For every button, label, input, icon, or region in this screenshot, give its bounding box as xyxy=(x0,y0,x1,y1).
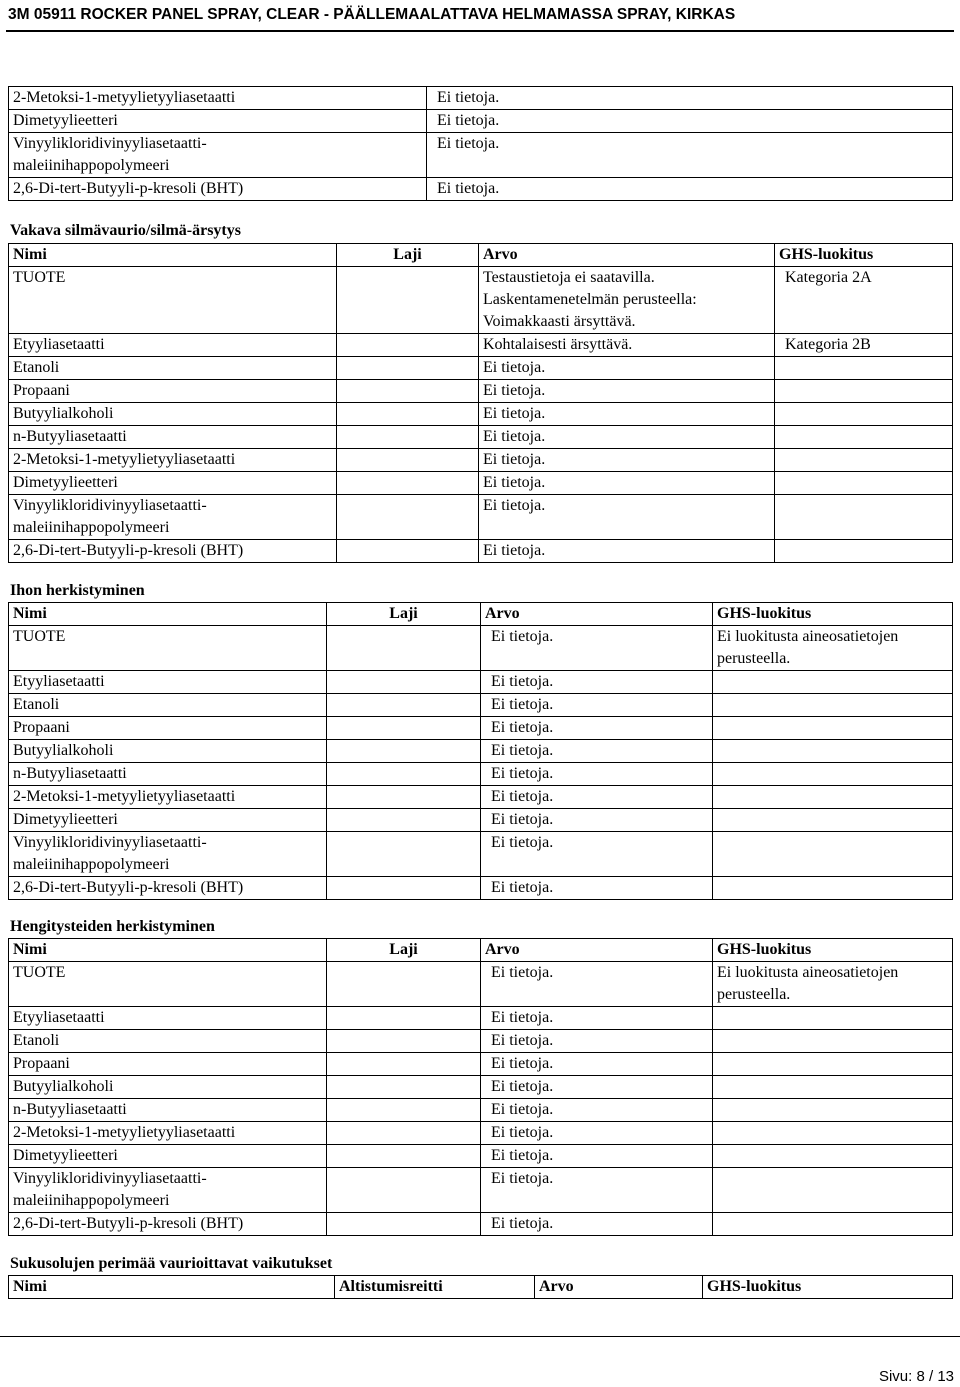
table-row xyxy=(9,740,953,763)
resp-table xyxy=(8,938,953,1236)
table-row xyxy=(9,334,953,357)
laji-cell xyxy=(327,1168,481,1213)
laji-cell xyxy=(327,1213,481,1236)
table-row xyxy=(9,110,953,133)
laji-cell xyxy=(327,671,481,694)
substance-name: Dimetyylieetteri xyxy=(9,1145,327,1168)
table-row xyxy=(9,87,953,110)
col-header-arvo: Arvo xyxy=(481,603,713,626)
substance-name: Butyylialkoholi xyxy=(9,740,327,763)
ghs-cell xyxy=(713,1099,953,1122)
substance-name: Butyylialkoholi xyxy=(9,1076,327,1099)
laji-cell xyxy=(337,540,479,563)
table-row xyxy=(9,717,953,740)
laji-cell xyxy=(327,832,481,877)
substance-value: Ei tietoja. xyxy=(427,178,953,201)
ghs-cell xyxy=(713,1053,953,1076)
col-header-ghs: GHS-luokitus xyxy=(713,603,953,626)
col-header-ghs: GHS-luokitus xyxy=(713,939,953,962)
col-header-arvo: Arvo xyxy=(479,244,775,267)
ghs-cell xyxy=(713,1122,953,1145)
ghs-cell: Ei luokitusta aineosatietojen perusteella. xyxy=(713,962,953,1007)
table-row xyxy=(9,786,953,809)
table-row xyxy=(9,357,953,380)
col-header-name: Nimi xyxy=(9,1276,335,1299)
col-header-laji: Laji xyxy=(327,603,481,626)
ghs-cell xyxy=(713,809,953,832)
table-row xyxy=(9,809,953,832)
ghs-cell xyxy=(713,832,953,877)
arvo-cell: Ei tietoja. xyxy=(479,495,775,540)
substance-name: Etyyliasetaatti xyxy=(9,1007,327,1030)
arvo-cell: Ei tietoja. xyxy=(479,540,775,563)
arvo-cell: Testaustietoja ei saatavilla. Laskentamenetelmän perusteella: Voimakkaasti ärsyttävä. xyxy=(479,267,775,334)
substance-name: n-Butyyliasetaatti xyxy=(9,763,327,786)
ghs-cell xyxy=(713,1007,953,1030)
table-row xyxy=(9,671,953,694)
col-header-name: Nimi xyxy=(9,939,327,962)
table-row xyxy=(9,694,953,717)
page-number: Sivu: 8 / 13 xyxy=(878,1368,954,1385)
laji-cell xyxy=(327,962,481,1007)
table-row xyxy=(9,763,953,786)
arvo-cell: Ei tietoja. xyxy=(481,1007,713,1030)
ghs-cell xyxy=(775,426,953,449)
laji-cell xyxy=(337,495,479,540)
ghs-cell xyxy=(775,403,953,426)
germ-table xyxy=(8,1275,953,1299)
ghs-cell xyxy=(713,763,953,786)
ghs-cell xyxy=(713,694,953,717)
substance-name: Butyylialkoholi xyxy=(9,403,337,426)
substance-name: TUOTE xyxy=(9,267,337,334)
eye-table-body xyxy=(9,267,953,563)
laji-cell xyxy=(327,1030,481,1053)
ghs-cell xyxy=(713,1168,953,1213)
table-row xyxy=(9,1099,953,1122)
skin-table-body xyxy=(9,626,953,900)
substance-name: 2-Metoksi-1-metyylietyyliasetaatti xyxy=(9,449,337,472)
arvo-cell: Ei tietoja. xyxy=(481,1076,713,1099)
laji-cell xyxy=(337,426,479,449)
document-title: 3M 05911 ROCKER PANEL SPRAY, CLEAR - PÄÄLLEMAALATTAVA HELMAMASSA SPRAY, KIRKAS xyxy=(8,6,736,23)
laji-cell xyxy=(337,403,479,426)
table-row xyxy=(9,1053,953,1076)
arvo-cell: Ei tietoja. xyxy=(481,962,713,1007)
arvo-cell: Ei tietoja. xyxy=(481,1099,713,1122)
ghs-cell xyxy=(713,671,953,694)
ghs-cell xyxy=(775,495,953,540)
substance-name: Dimetyylieetteri xyxy=(9,809,327,832)
laji-cell xyxy=(327,1122,481,1145)
arvo-cell: Ei tietoja. xyxy=(481,1122,713,1145)
laji-cell xyxy=(337,449,479,472)
arvo-cell: Ei tietoja. xyxy=(481,1030,713,1053)
footer-divider xyxy=(0,1336,960,1337)
table-row xyxy=(9,178,953,201)
substance-name: n-Butyyliasetaatti xyxy=(9,1099,327,1122)
laji-cell xyxy=(327,740,481,763)
ghs-cell xyxy=(713,1213,953,1236)
laji-cell xyxy=(337,267,479,334)
substance-name: Dimetyylieetteri xyxy=(9,472,337,495)
laji-cell xyxy=(337,357,479,380)
col-header-laji: Laji xyxy=(337,244,479,267)
table-row xyxy=(9,449,953,472)
arvo-cell: Ei tietoja. xyxy=(481,786,713,809)
substance-name: TUOTE xyxy=(9,626,327,671)
table-row xyxy=(9,626,953,671)
substance-name: 2-Metoksi-1-metyylietyyliasetaatti xyxy=(9,87,427,110)
resp-table-body xyxy=(9,962,953,1236)
ghs-cell: Kategoria 2B xyxy=(775,334,953,357)
substance-name: Etanoli xyxy=(9,1030,327,1053)
laji-cell xyxy=(327,1099,481,1122)
table-row xyxy=(9,540,953,563)
arvo-cell: Ei tietoja. xyxy=(481,877,713,900)
arvo-cell: Ei tietoja. xyxy=(481,626,713,671)
arvo-cell: Ei tietoja. xyxy=(481,1145,713,1168)
col-header-laji: Laji xyxy=(327,939,481,962)
laji-cell xyxy=(327,694,481,717)
eye-table xyxy=(8,243,953,563)
substance-value: Ei tietoja. xyxy=(427,110,953,133)
col-header-ghs: GHS-luokitus xyxy=(703,1276,953,1299)
substance-name: Propaani xyxy=(9,380,337,403)
arvo-cell: Ei tietoja. xyxy=(481,694,713,717)
eye-header-row xyxy=(9,244,953,267)
substance-name: 2-Metoksi-1-metyylietyyliasetaatti xyxy=(9,786,327,809)
col-header-name: Nimi xyxy=(9,603,327,626)
table-row xyxy=(9,877,953,900)
laji-cell xyxy=(327,1145,481,1168)
laji-cell xyxy=(327,717,481,740)
continuation-table xyxy=(8,86,953,201)
table-row xyxy=(9,1145,953,1168)
substance-name: 2,6-Di-tert-Butyyli-p-kresoli (BHT) xyxy=(9,540,337,563)
ghs-cell: Ei luokitusta aineosatietojen perusteella. xyxy=(713,626,953,671)
substance-name: TUOTE xyxy=(9,962,327,1007)
table-row xyxy=(9,832,953,877)
substance-name: Vinyylikloridivinyyliasetaatti- maleiinihappopolymeeri xyxy=(9,1168,327,1213)
arvo-cell: Ei tietoja. xyxy=(481,1213,713,1236)
skin-header-row xyxy=(9,603,953,626)
arvo-cell: Ei tietoja. xyxy=(481,717,713,740)
col-header-name: Nimi xyxy=(9,244,337,267)
arvo-cell: Ei tietoja. xyxy=(479,426,775,449)
laji-cell xyxy=(327,877,481,900)
table-row xyxy=(9,495,953,540)
arvo-cell: Kohtalaisesti ärsyttävä. xyxy=(479,334,775,357)
ghs-cell xyxy=(713,1030,953,1053)
header-divider xyxy=(6,30,954,32)
arvo-cell: Ei tietoja. xyxy=(481,809,713,832)
col-header-arvo: Arvo xyxy=(535,1276,703,1299)
table-row xyxy=(9,403,953,426)
col-header-arvo: Arvo xyxy=(481,939,713,962)
table-row xyxy=(9,133,953,178)
arvo-cell: Ei tietoja. xyxy=(481,671,713,694)
arvo-cell: Ei tietoja. xyxy=(481,1168,713,1213)
substance-value: Ei tietoja. xyxy=(427,87,953,110)
table-row xyxy=(9,1122,953,1145)
table-row xyxy=(9,380,953,403)
arvo-cell: Ei tietoja. xyxy=(479,403,775,426)
ghs-cell xyxy=(713,1145,953,1168)
ghs-cell xyxy=(775,540,953,563)
laji-cell xyxy=(327,763,481,786)
germ-section-title: Sukusolujen perimää vaurioittavat vaikutukset xyxy=(10,1255,333,1272)
table-row xyxy=(9,962,953,1007)
germ-header-row xyxy=(9,1276,953,1299)
substance-name: 2,6-Di-tert-Butyyli-p-kresoli (BHT) xyxy=(9,877,327,900)
laji-cell xyxy=(327,626,481,671)
col-header-altistumisreitti: Altistumisreitti xyxy=(335,1276,535,1299)
substance-name: Etyyliasetaatti xyxy=(9,334,337,357)
resp-section-title: Hengitysteiden herkistyminen xyxy=(10,918,215,935)
substance-name: Vinyylikloridivinyyliasetaatti- maleiinihappopolymeeri xyxy=(9,495,337,540)
eye-section-title: Vakava silmävaurio/silmä-ärsytys xyxy=(10,222,241,239)
laji-cell xyxy=(327,1076,481,1099)
ghs-cell xyxy=(775,380,953,403)
ghs-cell xyxy=(775,357,953,380)
table-row xyxy=(9,1213,953,1236)
substance-name: Propaani xyxy=(9,1053,327,1076)
substance-name: Dimetyylieetteri xyxy=(9,110,427,133)
table-row xyxy=(9,1168,953,1213)
substance-name: Propaani xyxy=(9,717,327,740)
table-row xyxy=(9,1076,953,1099)
arvo-cell: Ei tietoja. xyxy=(479,380,775,403)
substance-name: 2,6-Di-tert-Butyyli-p-kresoli (BHT) xyxy=(9,178,427,201)
ghs-cell xyxy=(775,449,953,472)
skin-table xyxy=(8,602,953,900)
table-row xyxy=(9,1030,953,1053)
resp-header-row xyxy=(9,939,953,962)
laji-cell xyxy=(327,1007,481,1030)
arvo-cell: Ei tietoja. xyxy=(481,832,713,877)
substance-name: 2,6-Di-tert-Butyyli-p-kresoli (BHT) xyxy=(9,1213,327,1236)
substance-name: Etyyliasetaatti xyxy=(9,671,327,694)
ghs-cell xyxy=(775,472,953,495)
continuation-table-body xyxy=(9,87,953,201)
arvo-cell: Ei tietoja. xyxy=(479,472,775,495)
skin-section-title: Ihon herkistyminen xyxy=(10,582,145,599)
laji-cell xyxy=(327,1053,481,1076)
arvo-cell: Ei tietoja. xyxy=(481,1053,713,1076)
substance-name: Etanoli xyxy=(9,357,337,380)
ghs-cell xyxy=(713,717,953,740)
substance-name: n-Butyyliasetaatti xyxy=(9,426,337,449)
laji-cell xyxy=(337,380,479,403)
table-row xyxy=(9,1007,953,1030)
substance-value: Ei tietoja. xyxy=(427,133,953,178)
substance-name: Vinyylikloridivinyyliasetaatti- maleiinihappopolymeeri xyxy=(9,133,427,178)
substance-name: Etanoli xyxy=(9,694,327,717)
ghs-cell xyxy=(713,786,953,809)
table-row xyxy=(9,426,953,449)
ghs-cell xyxy=(713,877,953,900)
ghs-cell: Kategoria 2A xyxy=(775,267,953,334)
substance-name: Vinyylikloridivinyyliasetaatti- maleiinihappopolymeeri xyxy=(9,832,327,877)
arvo-cell: Ei tietoja. xyxy=(481,763,713,786)
ghs-cell xyxy=(713,740,953,763)
substance-name: 2-Metoksi-1-metyylietyyliasetaatti xyxy=(9,1122,327,1145)
table-row xyxy=(9,267,953,334)
arvo-cell: Ei tietoja. xyxy=(479,449,775,472)
ghs-cell xyxy=(713,1076,953,1099)
laji-cell xyxy=(337,334,479,357)
table-row xyxy=(9,472,953,495)
laji-cell xyxy=(327,786,481,809)
col-header-ghs: GHS-luokitus xyxy=(775,244,953,267)
arvo-cell: Ei tietoja. xyxy=(479,357,775,380)
arvo-cell: Ei tietoja. xyxy=(481,740,713,763)
laji-cell xyxy=(327,809,481,832)
laji-cell xyxy=(337,472,479,495)
